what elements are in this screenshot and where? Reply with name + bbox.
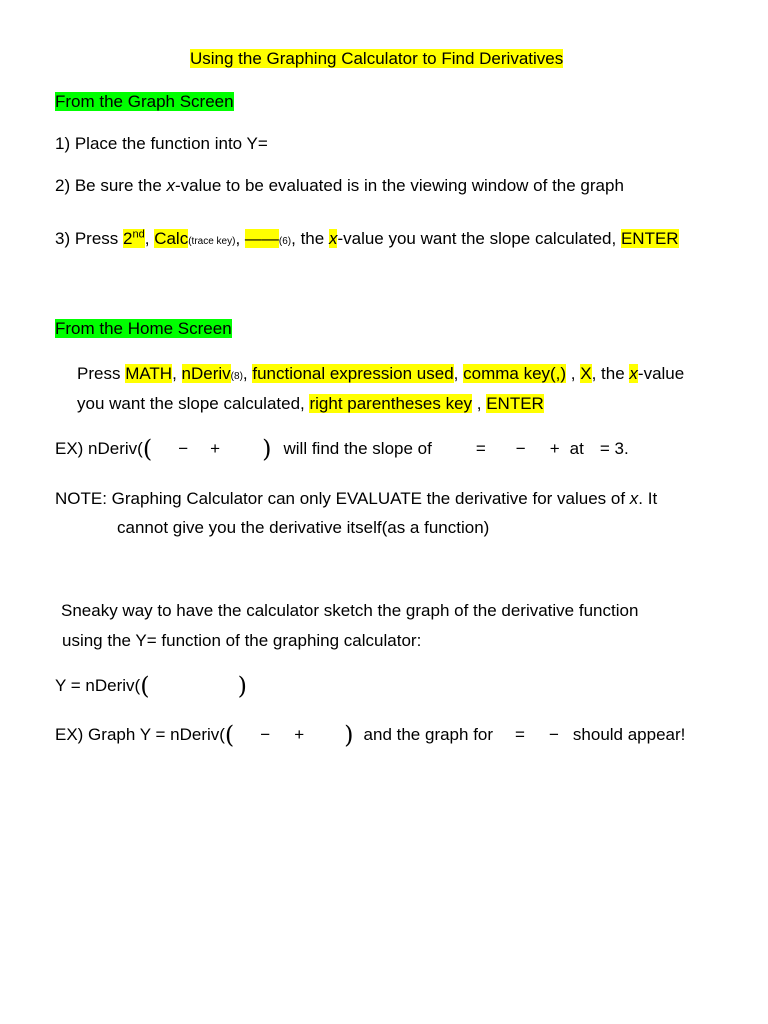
dydx-key-note: (6) [278, 236, 292, 247]
home-comma-5: , the [591, 364, 630, 383]
home-comma-4: , [566, 364, 581, 383]
step-2 [55, 175, 624, 197]
ex-minus: − [178, 439, 189, 458]
note-line-2-text: cannot give you the derivative itself(as a function) [117, 518, 490, 537]
sneaky-line-1-text: Sneaky way to have the calculator sketch the graph of the derivative function [61, 601, 639, 620]
nderiv-key: nDeriv [181, 364, 231, 383]
home-line-2-pre: you want the slope calculated, [77, 394, 310, 413]
home-press-line-1 [77, 363, 684, 388]
graph-ex-plus: + [294, 725, 305, 744]
ex-plus-2: + [549, 439, 560, 458]
home-x: x [629, 364, 638, 383]
graph-example [55, 721, 685, 749]
step-3-mid-1: , the [291, 229, 329, 248]
step-2-pre: 2) Be sure the [55, 176, 167, 195]
home-comma-3: , [453, 364, 464, 383]
step-2-x: x [166, 176, 176, 195]
graph-open-paren: ( [224, 721, 235, 749]
note-line-1 [55, 488, 657, 510]
home-enter-key: ENTER [486, 394, 544, 413]
second-key [123, 229, 145, 248]
home-value: -value [637, 364, 685, 383]
ex-text: will find the slope of [283, 439, 432, 458]
step-1-text: 1) Place the function into Y= [55, 134, 268, 153]
close-paren: ) [262, 435, 272, 463]
nderiv-note: (8) [230, 371, 243, 382]
right-paren-key: right parentheses key [309, 394, 473, 413]
note-line-2 [117, 517, 489, 539]
graph-close-paren: ) [344, 721, 354, 749]
home-heading-text: From the Home Screen [55, 319, 232, 338]
y-nderiv-line [55, 672, 247, 700]
calc-key-note: (trace key) [188, 236, 236, 247]
home-comma-6: , [472, 394, 487, 413]
step-1 [55, 133, 268, 155]
title-text: Using the Graphing Calculator to Find Derivatives [190, 49, 564, 68]
step-3-comma-1: , [144, 229, 155, 248]
home-comma-1: , [172, 364, 182, 383]
graph-heading-text: From the Graph Screen [55, 92, 234, 111]
ex-at: at [569, 439, 584, 458]
functional-expression: functional expression used [252, 364, 454, 383]
comma-key: comma key(,) [463, 364, 567, 383]
note-line-1-pre: NOTE: Graphing Calculator can only EVALUATE the derivative for values of [55, 489, 630, 508]
second-key-sup: nd [132, 228, 145, 241]
graph-ex-label: EX) Graph Y = nDeriv( [55, 725, 225, 744]
calc-key: Calc [154, 229, 189, 248]
math-key: MATH [125, 364, 173, 383]
graph-ex-eq: = [515, 725, 525, 744]
graph-ex-minus-2: − [548, 725, 559, 744]
page-title [190, 48, 563, 70]
step-3 [55, 223, 679, 258]
dydx-key: —— [244, 229, 279, 248]
step-3-comma-2: , [235, 229, 245, 248]
enter-key: ENTER [620, 229, 679, 248]
x-key: X [580, 364, 592, 383]
graph-screen-heading [55, 91, 234, 113]
home-example [55, 435, 629, 463]
step-3-pre: 3) Press [55, 229, 124, 248]
graph-ex-end: should appear! [572, 725, 686, 744]
step-3-mid-2: -value you want the slope calculated, [337, 229, 621, 248]
sneaky-line-1 [61, 600, 638, 622]
sneaky-line-2-text: using the Y= function of the graphing calculator: [62, 631, 422, 650]
y-close-paren: ) [237, 672, 247, 700]
home-screen-heading [55, 318, 232, 340]
note-line-1-post: . It [638, 489, 658, 508]
ex-eq-3: = 3. [599, 439, 629, 458]
press-text: Press [77, 364, 126, 383]
sneaky-line-2 [62, 630, 421, 652]
open-paren: ( [142, 435, 153, 463]
step-3-x: x [328, 229, 338, 248]
note-x: x [629, 489, 639, 508]
y-open-paren: ( [140, 672, 150, 700]
home-comma-2: , [242, 364, 253, 383]
graph-ex-text: and the graph for [363, 725, 494, 744]
y-nderiv-label: Y = nDeriv( [55, 676, 141, 695]
graph-ex-minus: − [260, 725, 271, 744]
ex-minus-2: − [515, 439, 526, 458]
ex-eq: = [475, 439, 486, 458]
home-press-line-2 [77, 393, 544, 415]
ex-label: EX) nDeriv( [55, 439, 143, 458]
second-key-text: 2 [123, 229, 133, 248]
ex-plus: + [210, 439, 221, 458]
step-2-post: -value to be evaluated is in the viewing window of the graph [175, 176, 624, 195]
